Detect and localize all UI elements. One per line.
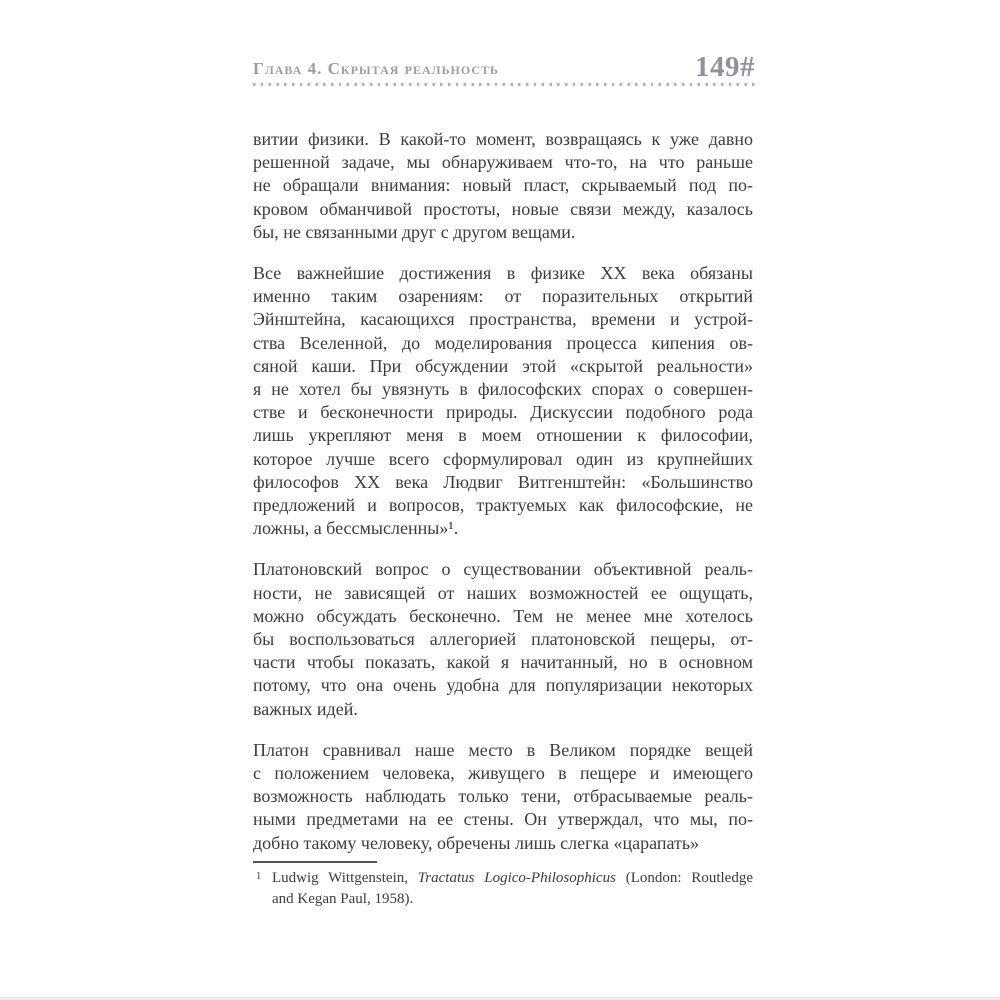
text-line: с положением человека, живущего в пещере и имеющего [253,763,753,784]
text-line: важных идей. [253,698,358,719]
running-header [253,51,755,86]
text-line: не обращали внимания: новый пласт, скрываемый под по- [253,175,753,196]
text-line: стве и бесконечности природы. Дискуссии подобного рода [253,402,753,423]
footnote-text: Ludwig Wittgenstein, [272,870,418,886]
text-line: сяной каши. При обсуждении этой «скрытой реальности» [253,355,753,376]
text-line: добно такому человеку, обречены лишь слегка «царапать» [253,832,700,853]
chapter-title: Глава 4. Скрытая реальность [253,58,499,78]
text-line: бы, не связанными друг с другом вещами. [253,221,576,242]
text-line: я не хотел бы увязнуть в философских спорах о совершен- [253,379,753,400]
text-line: бы воспользоваться аллегорией платоновской пещеры, от- [253,629,753,650]
text-line: предложений и вопросов, трактуемых как философские, не [253,495,753,516]
text-line: ности, не зависящей от наших возможностей ее ощущать, [253,582,753,603]
text-line: ства Вселенной, до моделирования процесса кипения ов- [253,332,753,353]
page-number: 149# [695,51,755,83]
text-line: части чтобы показать, какой я начитанный, но в основном [253,652,753,673]
footnote-line [272,889,753,910]
footnote-marker: 1 [256,871,262,882]
paragraph [253,558,753,720]
paragraph [253,262,753,540]
text-line: витии физики. В какой-то момент, возвращаясь к уже давно [253,129,753,149]
footnote-text: (London: Routledge [615,870,753,886]
footnote-rule [253,861,377,863]
text-line: потому, что она очень удобна для популяризации некоторых [253,675,753,696]
footnote-line [272,868,753,889]
text-line: возможность наблюдать только тени, отбрасываемые реаль- [253,786,753,807]
text-line: Платоновский вопрос о существовании объективной реаль- [253,559,753,580]
text-line: философов XX века Людвиг Витгенштейн: «Большинство [253,471,753,492]
page-body [253,128,753,873]
text-line: кровом обманчивой простоты, новые связи между, казалось [253,198,753,219]
footnote-body [253,868,753,910]
footnote [253,861,753,910]
paragraph [253,128,753,244]
footnote-lines [272,868,753,910]
text-line: лишь укрепляют меня в моем отношении к философии, [253,425,753,446]
text-line: Все важнейшие достижения в физике XX века обязаны [253,263,753,284]
dotted-divider [253,83,755,86]
text-line: ными предметами на ее стены. Он утверждал, что мы, по- [253,809,753,830]
text-line: ложны, а бессмысленны»¹. [253,518,459,539]
footnote-work-title: Tractatus Logico-Philosophicus [417,870,616,886]
text-line: которое лучше всего сформулировал один из крупнейших [253,448,753,469]
text-line: решенной задаче, мы обнаруживаем что-то, на что раньше [253,152,753,173]
text-line: Платон сравнивал наше место в Великом порядке вещей [253,739,753,760]
paragraph [253,739,753,855]
text-line: именно таким озарениям: от поразительных открытий [253,286,753,307]
footnote-text: and Kegan Paul, 1958). [272,891,414,907]
text-line: можно обсуждать бесконечно. Тем не менее мне хотелось [253,605,753,626]
text-line: Эйнштейна, касающихся пространства, времени и устрой- [253,309,753,330]
